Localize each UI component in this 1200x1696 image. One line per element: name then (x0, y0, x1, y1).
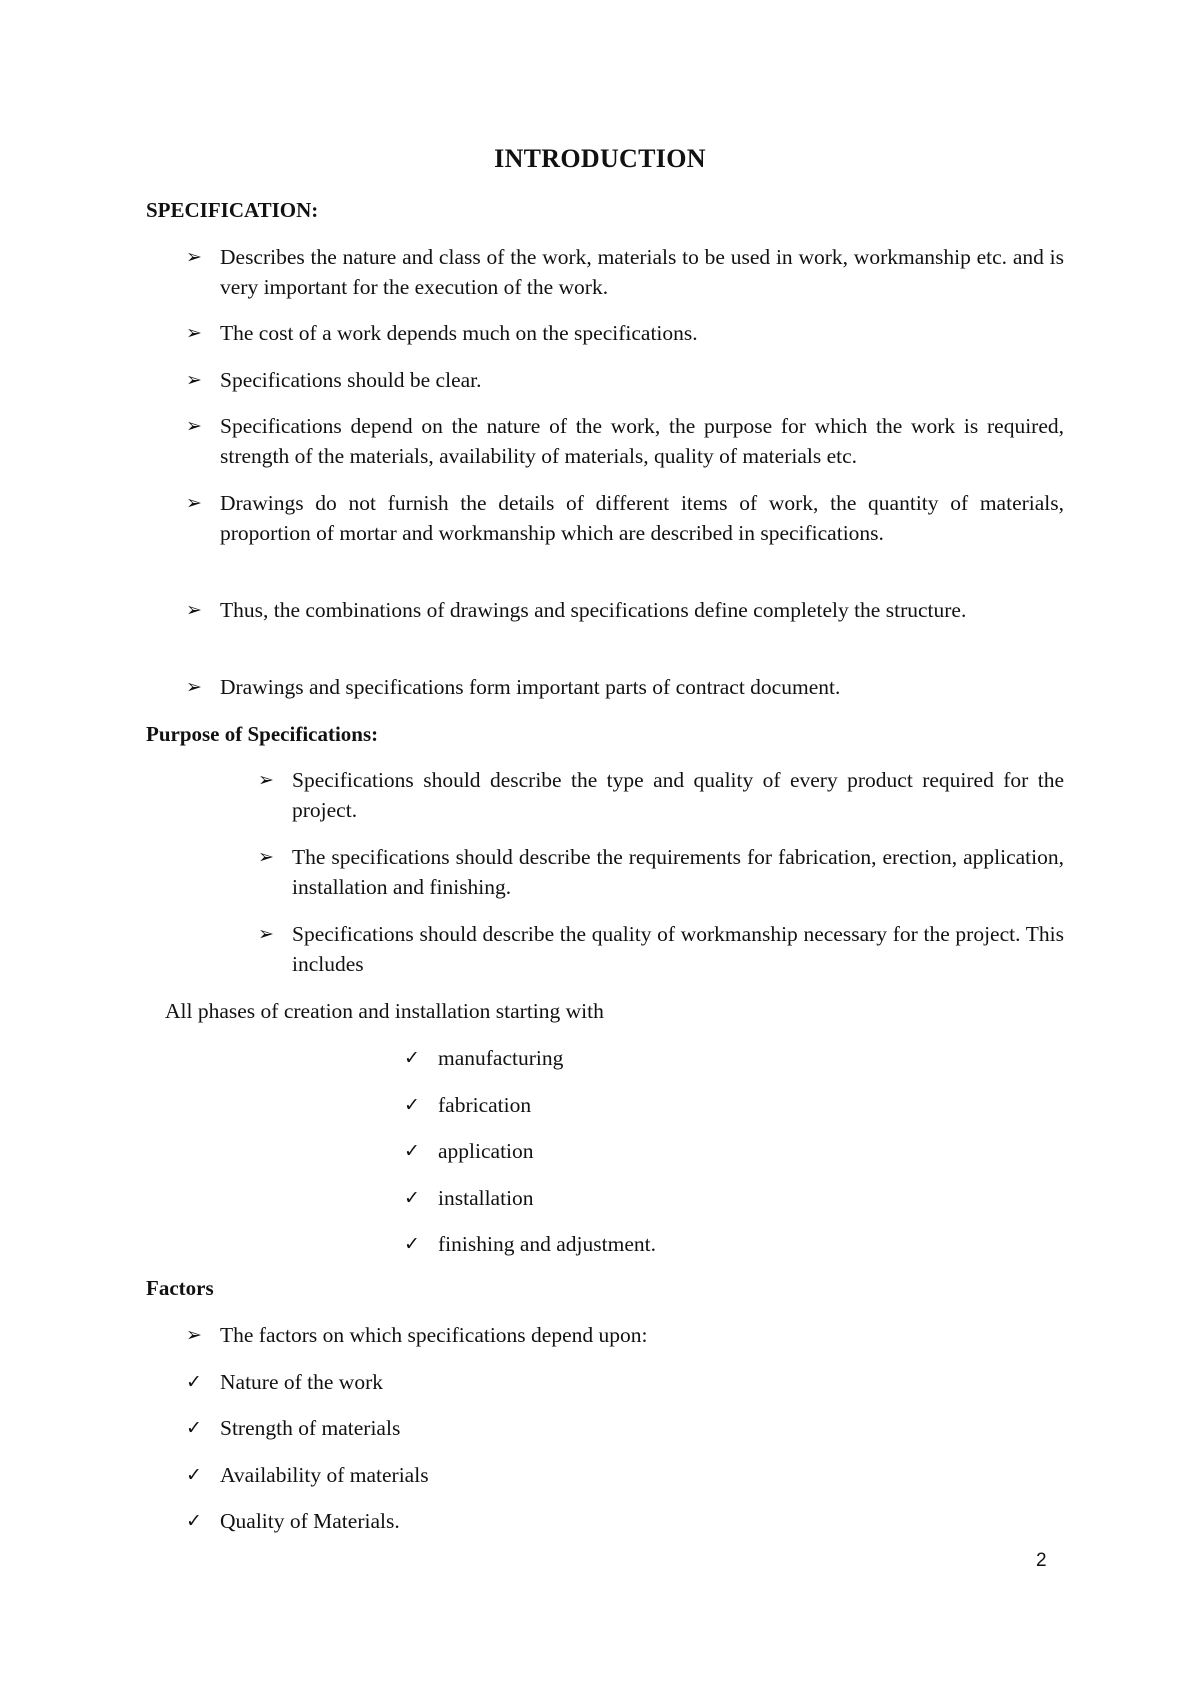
arrow-bullet-icon: ➢ (186, 599, 202, 621)
list-item-text: The specifications should describe the requirements for fabrication, erection, application, installation and finishing. (292, 845, 1064, 899)
list-item-text: Specifications should describe the type and quality of every product required for the project. (292, 768, 1064, 822)
list-item-text: installation (438, 1186, 534, 1210)
arrow-bullet-icon: ➢ (186, 676, 202, 698)
list-item (258, 919, 1064, 979)
check-icon: ✓ (404, 1233, 420, 1255)
list-item-text: The cost of a work depends much on the specifications. (220, 321, 698, 345)
list-item-text: manufacturing (438, 1046, 564, 1070)
list-item (404, 1090, 1038, 1120)
arrow-bullet-icon: ➢ (258, 769, 274, 791)
purpose-heading: Purpose of Specifications: (146, 722, 379, 746)
list-item-text: Specifications should be clear. (220, 368, 482, 392)
list-item-text: Drawings do not furnish the details of different items of work, the quantity of materials, proportion of mortar and workmanship which are described in specifications. (220, 491, 1064, 545)
list-item (404, 1043, 1038, 1073)
list-item (186, 672, 1064, 702)
list-item-text: Strength of materials (220, 1416, 401, 1440)
list-item-text: Nature of the work (220, 1370, 383, 1394)
list-item (186, 365, 1064, 395)
list-item-text: Specifications depend on the nature of the work, the purpose for which the work is required, strength of the materials, availability of materials, quality of materials etc. (220, 414, 1064, 468)
list-item (186, 1506, 1064, 1536)
check-icon: ✓ (186, 1464, 202, 1486)
arrow-bullet-icon: ➢ (258, 923, 274, 945)
arrow-bullet-icon: ➢ (186, 246, 202, 268)
list-item (186, 242, 1064, 302)
list-item (404, 1183, 1038, 1213)
list-item-text: Availability of materials (220, 1463, 429, 1487)
factors-heading: Factors (146, 1276, 214, 1300)
list-item-text: finishing and adjustment. (438, 1232, 656, 1256)
list-item-text: fabrication (438, 1093, 532, 1117)
list-item (186, 1413, 1064, 1443)
list-item-text: Specifications should describe the quality of workmanship necessary for the project. This includes (292, 922, 1064, 976)
arrow-bullet-icon: ➢ (186, 492, 202, 514)
list-item-text: application (438, 1139, 534, 1163)
list-item (404, 1136, 1038, 1166)
list-item (186, 1367, 1064, 1397)
list-item (186, 1320, 1064, 1350)
list-item (186, 488, 1064, 548)
arrow-bullet-icon: ➢ (186, 322, 202, 344)
arrow-bullet-icon: ➢ (258, 846, 274, 868)
check-icon: ✓ (186, 1510, 202, 1532)
list-item-text: Thus, the combinations of drawings and specifications define completely the structure. (220, 598, 967, 622)
check-icon: ✓ (404, 1140, 420, 1162)
check-icon: ✓ (186, 1417, 202, 1439)
specification-heading: SPECIFICATION: (146, 198, 319, 222)
page-title: INTRODUCTION (494, 144, 706, 173)
arrow-bullet-icon: ➢ (186, 369, 202, 391)
list-item-text: Describes the nature and class of the work, materials to be used in work, workmanship etc. and is very important for the execution of the work. (220, 245, 1064, 299)
list-item-text: Drawings and specifications form important parts of contract document. (220, 675, 841, 699)
page-number: 2 (1036, 1550, 1047, 1571)
check-icon: ✓ (404, 1094, 420, 1116)
list-item (258, 842, 1064, 902)
check-icon: ✓ (404, 1187, 420, 1209)
check-icon: ✓ (404, 1047, 420, 1069)
list-item (186, 1460, 1064, 1490)
arrow-bullet-icon: ➢ (186, 1324, 202, 1346)
check-icon: ✓ (186, 1371, 202, 1393)
arrow-bullet-icon: ➢ (186, 415, 202, 437)
list-item (404, 1229, 1038, 1259)
list-item-text: Quality of Materials. (220, 1509, 400, 1533)
list-item-text: The factors on which specifications depend upon: (220, 1323, 648, 1347)
list-item (258, 765, 1064, 825)
list-item (186, 411, 1064, 471)
list-item (186, 318, 1064, 348)
phases-intro: All phases of creation and installation starting with (165, 999, 604, 1023)
list-item (186, 595, 1064, 625)
